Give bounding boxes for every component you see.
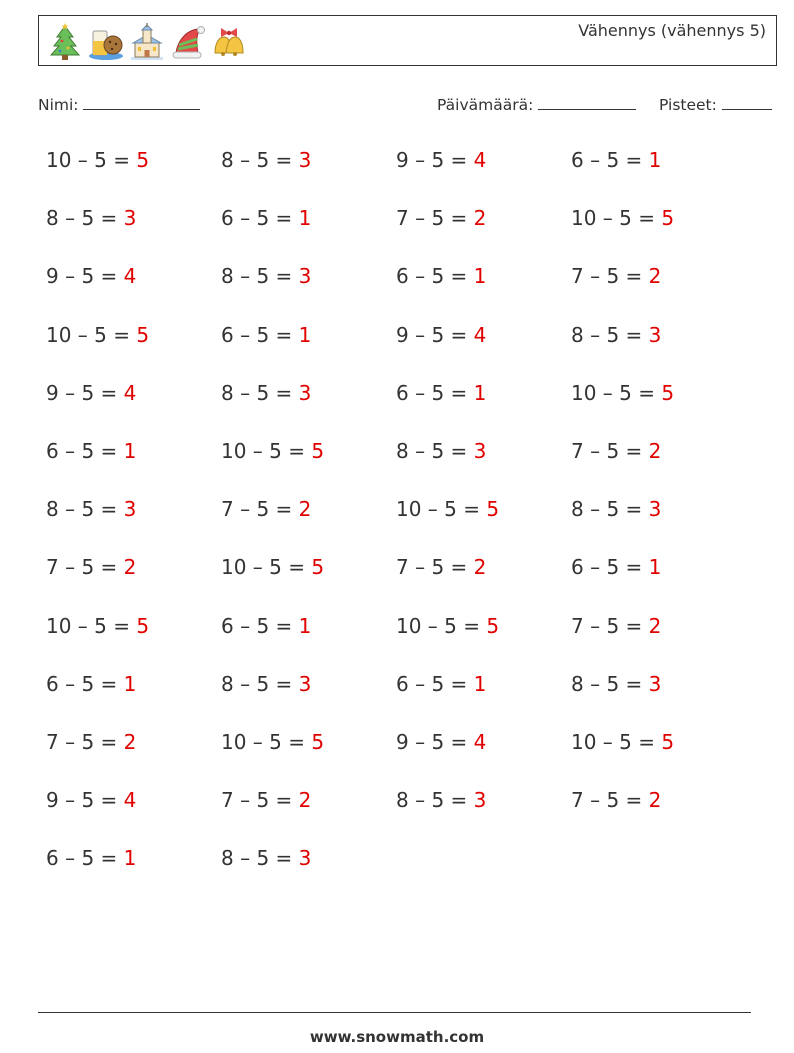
- problem-item: [46, 788, 136, 812]
- problem-answer: 4: [473, 323, 487, 347]
- problem-question: 7 – 5 =: [571, 439, 643, 463]
- problem-question: 7 – 5 =: [46, 730, 118, 754]
- problem-question: 6 – 5 =: [221, 614, 293, 638]
- problem-question: 8 – 5 =: [221, 264, 293, 288]
- problem-answer: 1: [298, 614, 312, 638]
- problem-item: [396, 497, 499, 521]
- name-label: Nimi:: [38, 96, 79, 114]
- problem-answer: 5: [661, 206, 675, 230]
- problem-answer: 3: [648, 323, 662, 347]
- problem-question: 6 – 5 =: [571, 148, 643, 172]
- problem-answer: 3: [123, 206, 137, 230]
- problem-item: [396, 148, 486, 172]
- problem-question: 7 – 5 =: [396, 206, 468, 230]
- problem-answer: 3: [298, 846, 312, 870]
- problem-item: [221, 323, 311, 347]
- problem-item: [46, 555, 136, 579]
- problem-question: 7 – 5 =: [221, 497, 293, 521]
- problem-answer: 2: [648, 439, 662, 463]
- problem-question: 8 – 5 =: [221, 846, 293, 870]
- problem-item: [396, 323, 486, 347]
- problem-question: 6 – 5 =: [396, 672, 468, 696]
- problem-item: [396, 788, 486, 812]
- problem-item: [571, 439, 661, 463]
- problem-item: [46, 730, 136, 754]
- problem-question: 10 – 5 =: [46, 148, 131, 172]
- problem-answer: 2: [473, 555, 487, 579]
- problem-item: [46, 439, 136, 463]
- problem-item: [571, 730, 674, 754]
- problem-answer: 4: [123, 788, 137, 812]
- problem-answer: 2: [473, 206, 487, 230]
- problem-question: 6 – 5 =: [46, 672, 118, 696]
- problem-answer: 4: [123, 264, 137, 288]
- problem-item: [571, 264, 661, 288]
- problem-answer: 1: [298, 323, 312, 347]
- problem-item: [571, 381, 674, 405]
- problem-answer: 5: [661, 381, 675, 405]
- problem-question: 10 – 5 =: [221, 730, 306, 754]
- problem-answer: 3: [648, 497, 662, 521]
- footer-url: www.snowmath.com: [309, 1028, 485, 1046]
- problem-question: 7 – 5 =: [46, 555, 118, 579]
- problem-answer: 4: [473, 730, 487, 754]
- problem-question: 7 – 5 =: [571, 264, 643, 288]
- problem-question: 8 – 5 =: [396, 788, 468, 812]
- problem-answer: 1: [473, 672, 487, 696]
- problem-answer: 2: [123, 555, 137, 579]
- problem-question: 6 – 5 =: [396, 381, 468, 405]
- problem-question: 6 – 5 =: [221, 323, 293, 347]
- problem-item: [46, 323, 149, 347]
- problem-question: 8 – 5 =: [396, 439, 468, 463]
- problem-question: 10 – 5 =: [221, 439, 306, 463]
- problem-answer: 4: [473, 148, 487, 172]
- problem-answer: 5: [311, 439, 325, 463]
- problem-answer: 2: [648, 788, 662, 812]
- problem-question: 8 – 5 =: [46, 497, 118, 521]
- problem-answer: 3: [298, 264, 312, 288]
- problem-answer: 5: [486, 497, 500, 521]
- problem-answer: 1: [123, 439, 137, 463]
- problem-question: 6 – 5 =: [46, 846, 118, 870]
- problem-item: [221, 555, 324, 579]
- problem-item: [46, 148, 149, 172]
- problem-answer: 3: [298, 381, 312, 405]
- problem-answer: 3: [123, 497, 137, 521]
- problem-item: [221, 206, 311, 230]
- problem-answer: 3: [473, 439, 487, 463]
- problem-question: 9 – 5 =: [46, 788, 118, 812]
- problem-answer: 2: [648, 264, 662, 288]
- problem-item: [221, 148, 311, 172]
- problem-answer: 5: [661, 730, 675, 754]
- problem-question: 7 – 5 =: [221, 788, 293, 812]
- problem-answer: 3: [298, 672, 312, 696]
- problem-question: 8 – 5 =: [221, 381, 293, 405]
- problem-answer: 1: [298, 206, 312, 230]
- problem-item: [396, 672, 486, 696]
- problem-answer: 5: [136, 148, 150, 172]
- problem-item: [46, 381, 136, 405]
- problem-item: [46, 497, 136, 521]
- problem-question: 6 – 5 =: [571, 555, 643, 579]
- problem-answer: 3: [648, 672, 662, 696]
- problem-question: 8 – 5 =: [571, 323, 643, 347]
- problem-item: [221, 672, 311, 696]
- problem-question: 10 – 5 =: [571, 381, 656, 405]
- problem-question: 10 – 5 =: [221, 555, 306, 579]
- problem-question: 8 – 5 =: [46, 206, 118, 230]
- problem-answer: 2: [298, 497, 312, 521]
- problem-question: 8 – 5 =: [221, 148, 293, 172]
- problem-answer: 4: [123, 381, 137, 405]
- problem-item: [221, 614, 311, 638]
- problem-question: 10 – 5 =: [571, 730, 656, 754]
- problem-question: 9 – 5 =: [396, 730, 468, 754]
- problem-answer: 5: [486, 614, 500, 638]
- problem-answer: 1: [473, 381, 487, 405]
- problem-item: [46, 206, 136, 230]
- problem-item: [396, 381, 486, 405]
- problem-answer: 1: [123, 846, 137, 870]
- problem-question: 10 – 5 =: [396, 497, 481, 521]
- problem-question: 9 – 5 =: [396, 148, 468, 172]
- problem-item: [46, 846, 136, 870]
- problem-answer: 2: [123, 730, 137, 754]
- problem-item: [396, 439, 486, 463]
- problem-item: [571, 497, 661, 521]
- problem-item: [221, 497, 311, 521]
- problem-answer: 2: [648, 614, 662, 638]
- problem-answer: 1: [473, 264, 487, 288]
- problem-question: 6 – 5 =: [221, 206, 293, 230]
- problem-question: 7 – 5 =: [396, 555, 468, 579]
- problem-item: [221, 381, 311, 405]
- problem-question: 8 – 5 =: [571, 672, 643, 696]
- problem-question: 9 – 5 =: [46, 264, 118, 288]
- problem-item: [221, 846, 311, 870]
- problem-question: 8 – 5 =: [571, 497, 643, 521]
- problem-answer: 5: [311, 730, 325, 754]
- problem-question: 10 – 5 =: [46, 323, 131, 347]
- problem-answer: 3: [473, 788, 487, 812]
- problem-item: [46, 672, 136, 696]
- footer-divider: [38, 1012, 751, 1013]
- date-label: Päivämäärä:: [437, 96, 534, 114]
- problem-answer: 2: [298, 788, 312, 812]
- problem-item: [571, 788, 661, 812]
- problem-item: [571, 148, 661, 172]
- problem-question: 8 – 5 =: [221, 672, 293, 696]
- problem-item: [571, 672, 661, 696]
- problem-answer: 1: [648, 555, 662, 579]
- problem-question: 7 – 5 =: [571, 788, 643, 812]
- problem-item: [571, 555, 661, 579]
- problem-item: [396, 614, 499, 638]
- problem-item: [46, 264, 136, 288]
- problem-question: 10 – 5 =: [396, 614, 481, 638]
- problem-item: [571, 614, 661, 638]
- problem-item: [396, 264, 486, 288]
- problem-answer: 1: [123, 672, 137, 696]
- problem-question: 9 – 5 =: [396, 323, 468, 347]
- problem-item: [221, 439, 324, 463]
- problem-item: [221, 264, 311, 288]
- problem-item: [46, 614, 149, 638]
- problem-question: 9 – 5 =: [46, 381, 118, 405]
- worksheet-title: Vähennys (vähennys 5): [578, 21, 766, 40]
- problem-item: [571, 206, 674, 230]
- problem-item: [396, 730, 486, 754]
- problem-item: [396, 555, 486, 579]
- problem-answer: 5: [311, 555, 325, 579]
- problem-item: [221, 730, 324, 754]
- problem-question: 7 – 5 =: [571, 614, 643, 638]
- problem-item: [571, 323, 661, 347]
- score-label: Pisteet:: [659, 96, 717, 114]
- problem-answer: 3: [298, 148, 312, 172]
- problem-question: 10 – 5 =: [571, 206, 656, 230]
- problem-item: [396, 206, 486, 230]
- problem-item: [221, 788, 311, 812]
- problem-answer: 5: [136, 614, 150, 638]
- problem-question: 6 – 5 =: [396, 264, 468, 288]
- problem-question: 6 – 5 =: [46, 439, 118, 463]
- problem-answer: 5: [136, 323, 150, 347]
- problem-question: 10 – 5 =: [46, 614, 131, 638]
- problem-answer: 1: [648, 148, 662, 172]
